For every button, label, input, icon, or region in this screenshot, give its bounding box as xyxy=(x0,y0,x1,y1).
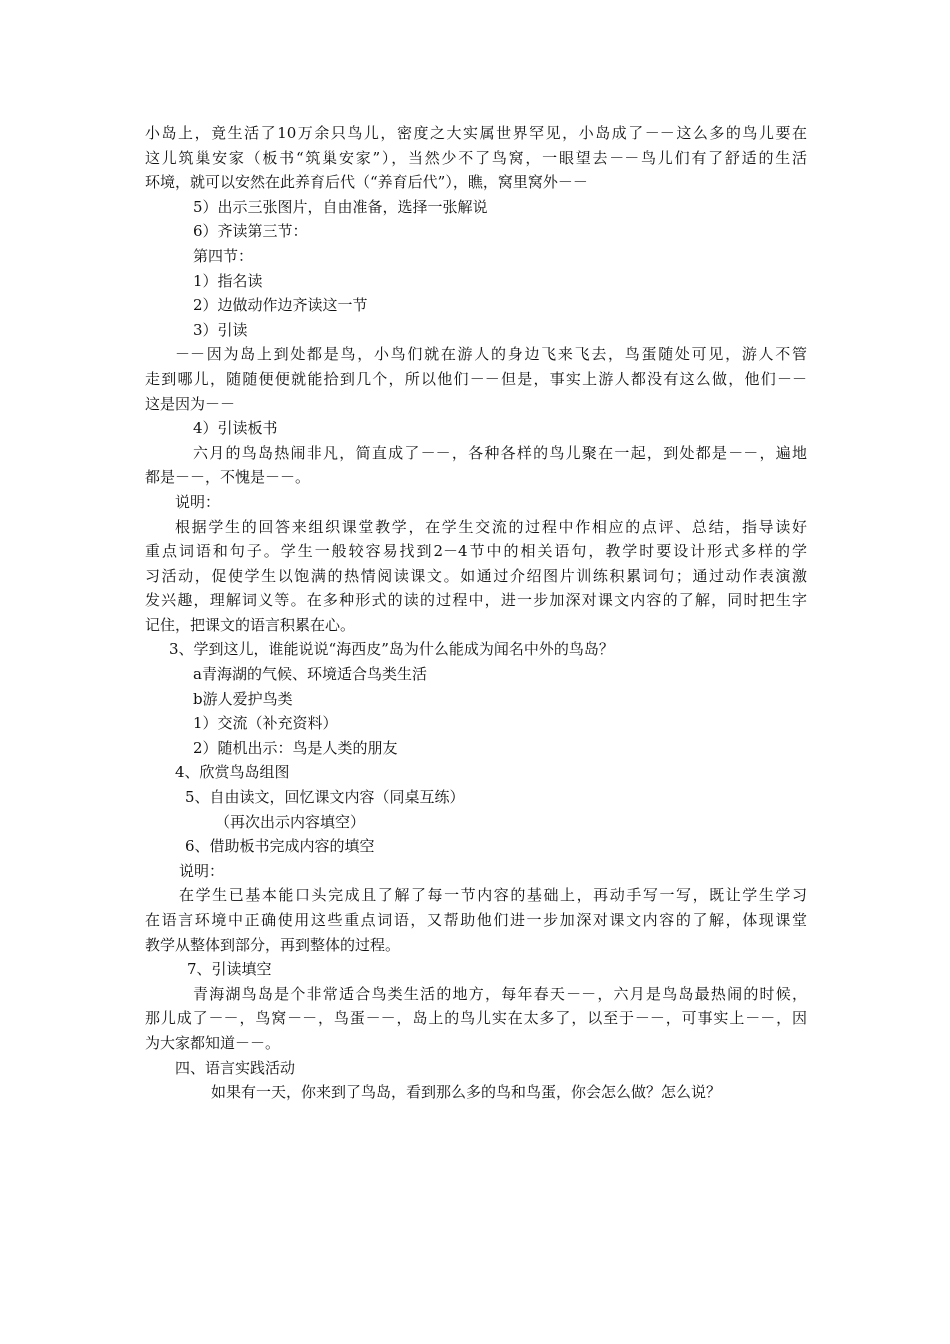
text-line: 7、引读填空 xyxy=(187,960,272,979)
text-line: 四、语言实践活动 xyxy=(175,1058,296,1077)
text-line: 发兴趣，理解词义等。在多种形式的读的过程中，进一步加深对课文内容的了解，同时把生字 xyxy=(145,591,807,610)
text-line: 在语言环境中正确使用这些重点词语，又帮助他们进一步加深对课文内容的了解，体现课堂 xyxy=(145,911,807,929)
text-line: 5）出示三张图片，自由准备，选择一张解说 xyxy=(193,197,488,216)
text-line: 6）齐读第三节： xyxy=(193,222,308,241)
text-line: 环境，就可以安然在此养育后代（“养育后代”），瞧，窝里窝外－－ xyxy=(145,173,588,192)
text-line: 六月的鸟岛热闹非凡，简直成了－－，各种各样的鸟儿聚在一起，到处都是－－，遍地 xyxy=(193,443,807,462)
text-line: 在学生已基本能口头完成且了解了每一节内容的基础上，再动手写一写，既让学生学习 xyxy=(179,886,807,905)
text-line: a青海湖的气候、环境适合鸟类生活 xyxy=(193,665,427,684)
text-line: 5、自由读文，回忆课文内容（同桌互练） xyxy=(185,788,465,807)
text-line: 重点词语和句子。学生一般较容易找到2－4节中的相关语句，教学时要设计形式多样的学 xyxy=(145,542,807,561)
text-line: 走到哪儿，随随便便就能拾到几个，所以他们－－但是，事实上游人都没有这么做，他们－－ xyxy=(145,369,807,388)
text-line: 3）引读 xyxy=(193,320,248,339)
text-line: 6、借助板书完成内容的填空 xyxy=(185,837,375,856)
text-line: 第四节： xyxy=(193,246,254,265)
text-line: 说明： xyxy=(179,861,225,880)
text-line: 1）交流（补充资料） xyxy=(193,714,338,733)
text-line: （再次出示内容填空） xyxy=(215,812,366,831)
text-line: 这是因为－－ xyxy=(145,394,236,413)
text-line: 记住，把课文的语言积累在心。 xyxy=(145,615,356,634)
text-line: b游人爱护鸟类 xyxy=(193,689,293,708)
text-line: 教学从整体到部分，再到整体的过程。 xyxy=(145,935,401,954)
text-line: 为大家都知道－－。 xyxy=(145,1033,281,1052)
text-line: －－因为岛上到处都是鸟，小鸟们就在游人的身边飞来飞去，鸟蛋随处可见，游人不管 xyxy=(175,345,807,364)
text-line: 这儿筑巢安家（板书“筑巢安家”），当然少不了鸟窝，一眼望去－－鸟儿们有了舒适的生活 xyxy=(145,148,807,167)
text-line: 小岛上，竟生活了10万余只鸟儿，密度之大实属世界罕见，小岛成了－－这么多的鸟儿要在 xyxy=(145,124,807,142)
text-line: 1）指名读 xyxy=(193,271,263,290)
document-body xyxy=(145,121,807,1105)
text-line: 如果有一天，你来到了鸟岛，看到那么多的鸟和鸟蛋，你会怎么做？怎么说？ xyxy=(211,1083,722,1102)
text-line: 都是－－，不愧是－－。 xyxy=(145,468,311,487)
text-line: 说明： xyxy=(175,492,221,511)
text-line: 那儿成了－－，鸟窝－－，鸟蛋－－，岛上的鸟儿实在太多了，以至于－－，可事实上－－，因 xyxy=(145,1009,807,1028)
text-line: 2）边做动作边齐读这一节 xyxy=(193,296,368,315)
text-line: 4、欣赏鸟岛组图 xyxy=(175,763,290,782)
text-line: 2）随机出示：鸟是人类的朋友 xyxy=(193,738,398,757)
text-line: 根据学生的回答来组织课堂教学，在学生交流的过程中作相应的点评、总结，指导读好 xyxy=(175,517,807,536)
text-line: 青海湖鸟岛是个非常适合鸟类生活的地方，每年春天－－，六月是鸟岛最热闹的时候， xyxy=(193,984,807,1003)
text-line: 习活动，促使学生以饱满的热情阅读课文。如通过介绍图片训练积累词句；通过动作表演激 xyxy=(145,566,807,585)
text-line: 4）引读板书 xyxy=(193,419,278,438)
text-line: 3、学到这儿，谁能说说“海西皮”岛为什么能成为闻名中外的鸟岛？ xyxy=(169,640,614,659)
